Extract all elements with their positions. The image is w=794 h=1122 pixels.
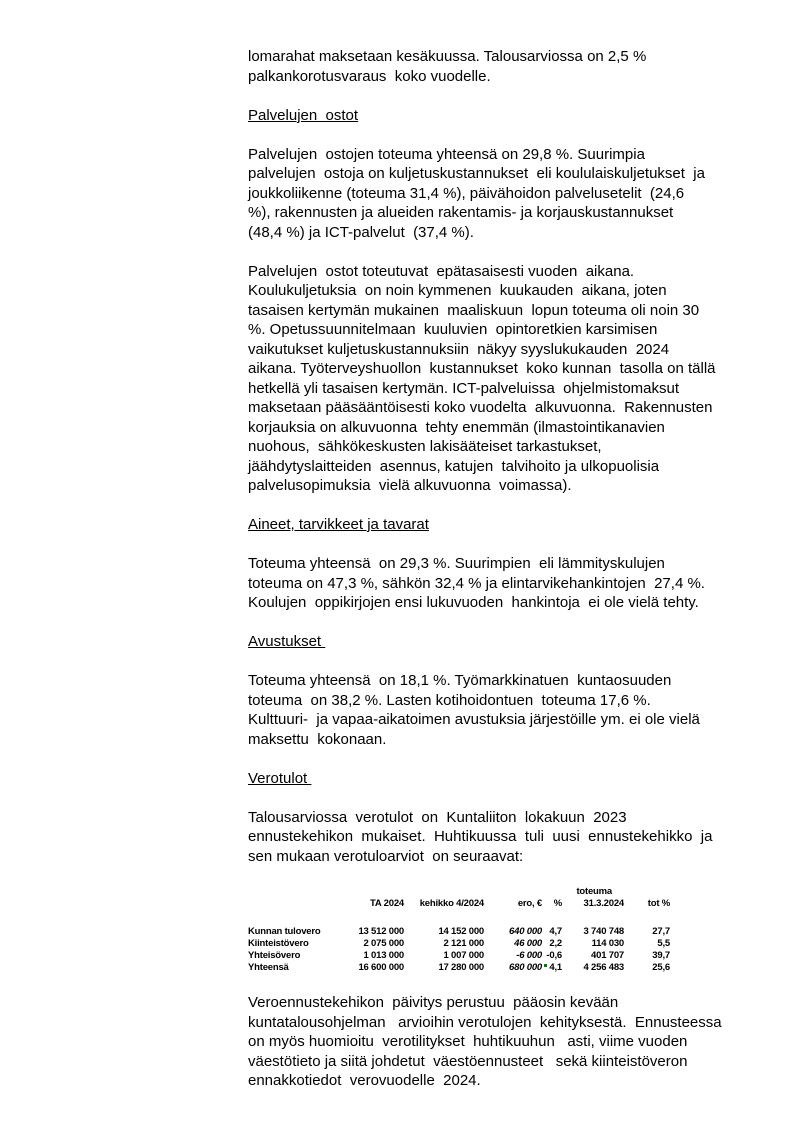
text-line: ennakkotiedot verovuodelle 2024.	[248, 1072, 481, 1089]
table-cell: 27,7	[652, 925, 670, 937]
text-line: Koulujen oppikirjojen ensi lukuvuoden hankintoja ei ole vielä tehty.	[248, 594, 699, 611]
table-header-row-2	[248, 898, 670, 910]
text-line: palkankorotusvaraus koko vuodelle.	[248, 67, 491, 85]
table-cell: 3 740 748	[583, 925, 624, 937]
table-row-label: Yhteisövero	[248, 949, 301, 961]
table-data-row	[248, 950, 670, 962]
table-row-label: Kunnan tulovero	[248, 925, 321, 937]
table-cell-text: 4,1	[549, 961, 562, 973]
table-row-label	[248, 898, 358, 910]
text-line: nuohous, sähkökeskusten lakisääteiset tarkastukset,	[248, 438, 602, 455]
text-line: %), rakennusten ja alueiden rakentamis- ja korjauskustannukset	[248, 204, 674, 221]
table-data-row	[248, 962, 670, 974]
table-cell: 1 013 000	[363, 949, 404, 961]
text-line: joukkoliikenne (toteuma 31,4 %), päivähoidon palvelusetelit (24,6	[248, 184, 685, 202]
table-cell: -0,6	[546, 949, 562, 961]
table-cell	[542, 886, 562, 898]
table-cell: %	[553, 897, 562, 909]
table-cell	[484, 886, 542, 898]
text-line: korjauksia on alkuvuonna tehty enemmän (ilmastointikanavien	[248, 418, 665, 436]
text-line: (48,4 %) ja ICT-palvelut (37,4 %).	[248, 223, 474, 241]
table-cell: 16 600 000	[358, 961, 404, 973]
table-cell: 2,2	[549, 937, 562, 949]
text-line: toteuma on 47,3 %, sähkön 32,4 % ja elintarvikehankintojen 27,4 %.	[248, 574, 705, 592]
heading-verotulot	[248, 769, 748, 789]
para-veroennustekehikko	[248, 993, 748, 1091]
heading-avustukset	[248, 632, 748, 652]
heading-aineet-tarvikkeet	[248, 515, 748, 535]
table-cell: ero, €	[517, 897, 542, 909]
table-cell: 1 007 000	[443, 949, 484, 961]
table-cell: kehikko 4/2024	[419, 897, 484, 909]
para-palvelujen-ostojen-toteuma	[248, 145, 748, 243]
table-cell: 4 256 483	[583, 961, 624, 973]
table-cell: toteuma	[576, 885, 612, 897]
text-line: Toteuma yhteensä on 18,1 %. Työmarkkinatuen kuntaosuuden	[248, 672, 672, 689]
table-data-row	[248, 938, 670, 950]
text-line: on myös huomioitu verotilitykset huhtikuuhun asti, viime vuoden	[248, 1033, 688, 1050]
heading-text: Avustukset	[248, 633, 326, 650]
table-cell: 17 280 000	[438, 961, 484, 973]
text-line: Koulukuljetuksia on noin kymmenen kuukauden aikana, joten	[248, 282, 667, 299]
table-cell: 46 000	[514, 937, 542, 949]
text-line: sen mukaan verotuloarviot on seuraavat:	[248, 847, 524, 865]
table-cell: -6 000	[516, 949, 542, 961]
text-line: toteuma on 38,2 %. Lasten kotihoidontuen toteuma 17,6 %.	[248, 691, 651, 709]
table-cell: 31.3.2024	[583, 897, 624, 909]
verotulot-table	[248, 886, 670, 974]
para-lomarahat	[248, 47, 748, 86]
table-cell: 680 000	[509, 961, 542, 973]
table-spacer-row	[248, 910, 670, 926]
table-row-label	[248, 886, 358, 898]
table-cell	[624, 886, 670, 898]
table-cell: 401 707	[591, 949, 624, 961]
text-line: Veroennustekehikon päivitys perustuu pääosin kevään	[248, 994, 619, 1011]
para-aineet-toteuma	[248, 554, 748, 613]
para-avustukset-toteuma	[248, 671, 748, 749]
para-palvelujen-ostot-toteutuvat	[248, 262, 748, 496]
table-cell: 2 075 000	[363, 937, 404, 949]
table-cell: 5,5	[657, 937, 670, 949]
text-line: aikana. Työterveyshuollon kustannukset koko kunnan tasolla on tällä	[248, 360, 716, 377]
table-cell	[358, 886, 404, 898]
text-line: vaikutukset kuljetuskustannuksiin näkyy syyslukukauden 2024	[248, 340, 670, 358]
text-line: %. Opetussuunnitelmaan kuuluvien opintoretkien karsimisen	[248, 321, 658, 338]
table-cell: 25,6	[652, 961, 670, 973]
spacer-cell	[248, 910, 670, 926]
text-line: Talousarviossa verotulot on Kuntaliiton lokakuun 2023	[248, 808, 627, 826]
table-row-label: Yhteensä	[248, 961, 289, 973]
heading-line	[248, 515, 748, 535]
text-line: lomarahat maksetaan kesäkuussa. Talousarviossa on 2,5 %	[248, 48, 647, 65]
text-line: ennustekehikon mukaiset. Huhtikuussa tuli uusi ennustekehikko ja	[248, 828, 713, 845]
text-line: väestötieto ja siitä johdetut väestöennusteet sekä kiinteistöveron	[248, 1052, 688, 1070]
table-cell: 14 152 000	[438, 925, 484, 937]
table-cell	[542, 962, 562, 974]
table-cell: 2 121 000	[443, 937, 484, 949]
table-cell: tot %	[647, 897, 670, 909]
text-line: palvelujen ostoja on kuljetuskustannukset eli koululaiskuljetukset ja	[248, 165, 705, 182]
text-line: maksettu kokonaan.	[248, 730, 387, 748]
table-header-row-1	[248, 886, 670, 898]
table-cell	[404, 886, 484, 898]
table-cell: 13 512 000	[358, 925, 404, 937]
heading-line	[248, 106, 748, 126]
table-cell: 4,7	[549, 925, 562, 937]
text-line: tasaisen kertymän mukainen maaliskuun lopun toteuma oli noin 30	[248, 301, 700, 319]
text-line: maksetaan pääsääntöisesti koko vuodelta alkuvuonna. Rakennusten	[248, 399, 713, 416]
text-line: Palvelujen ostot toteutuvat epätasaisesti vuoden aikana.	[248, 262, 635, 280]
text-line: kuntatalousohjelman arvioihin verotulojen kehityksestä. Ennusteessa	[248, 1013, 722, 1031]
table-cell: TA 2024	[370, 897, 404, 909]
text-line: palvelusopimuksia vielä alkuvuonna voimassa).	[248, 477, 572, 494]
table-row-label: Kiinteistövero	[248, 937, 309, 949]
text-line: Kulttuuri- ja vapaa-aikatoimen avustuksia järjestöille ym. ei ole vielä	[248, 711, 700, 728]
document-content	[248, 47, 748, 1110]
text-line: jäähdytyslaitteiden asennus, katujen talvihoito ja ulkopuolisia	[248, 457, 660, 475]
heading-text: Aineet, tarvikkeet ja tavarat	[248, 516, 429, 533]
table-cell: 640 000	[509, 925, 542, 937]
comment-marker-icon	[544, 964, 547, 967]
text-line: hetkellä yli tasaisen kertymän. ICT-palveluissa ohjelmistomaksut	[248, 379, 680, 397]
table-cell: 39,7	[652, 949, 670, 961]
heading-line	[248, 769, 748, 789]
heading-palvelujen-ostot	[248, 106, 748, 126]
para-verotulot-intro	[248, 808, 748, 867]
heading-line	[248, 632, 748, 652]
table-data-row	[248, 926, 670, 938]
heading-text: Verotulot	[248, 769, 312, 787]
table-cell: 114 030	[591, 937, 624, 949]
text-line: Palvelujen ostojen toteuma yhteensä on 29,8 %. Suurimpia	[248, 145, 645, 163]
heading-text: Palvelujen ostot	[248, 106, 359, 124]
text-line: Toteuma yhteensä on 29,3 %. Suurimpien eli lämmityskulujen	[248, 555, 665, 572]
